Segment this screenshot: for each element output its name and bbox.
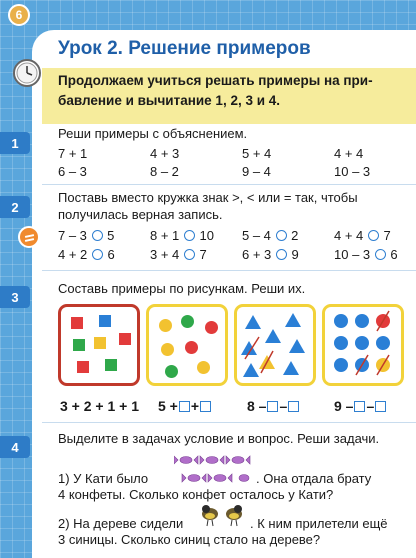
answer-box[interactable] bbox=[200, 401, 211, 412]
task3-expression-1: 3 + 2 + 1 + 1 bbox=[60, 398, 140, 414]
compare-circle[interactable] bbox=[184, 230, 195, 241]
separator bbox=[42, 270, 416, 271]
compare-circle[interactable] bbox=[92, 249, 103, 260]
task1-example: 10 – 3 bbox=[334, 164, 371, 179]
task1-example: 4 + 3 bbox=[150, 146, 180, 161]
problem2-start: 2) На дереве сидели bbox=[58, 516, 184, 531]
clock-icon bbox=[12, 58, 42, 88]
task2-comparison: 8 + 1 10 bbox=[150, 228, 214, 243]
task2-comparison: 4 + 2 6 bbox=[58, 247, 115, 262]
task2-instruction-line-1: Поставь вместо кружка знак >, < или = так, чтобы bbox=[58, 190, 358, 205]
compare-circle[interactable] bbox=[375, 249, 386, 260]
red-circle bbox=[205, 321, 218, 334]
green-circle bbox=[181, 315, 194, 328]
compare-circle[interactable] bbox=[276, 230, 287, 241]
yellow-circle bbox=[159, 319, 172, 332]
hint-icon bbox=[18, 226, 40, 248]
green-square bbox=[105, 359, 117, 371]
lesson-title: Урок 2. Решение примеров bbox=[58, 38, 311, 59]
task-number-2: 2 bbox=[0, 196, 30, 218]
task2-comparison: 5 – 4 2 bbox=[242, 228, 299, 243]
task1-example: 5 + 4 bbox=[242, 146, 272, 161]
answer-box[interactable] bbox=[179, 401, 190, 412]
intro-line-1: Продолжаем учиться решать примеры на при- bbox=[58, 73, 373, 88]
task-number-3: 3 bbox=[0, 286, 30, 308]
blue-square bbox=[99, 315, 111, 327]
intro-line-2: бавление и вычитание 1, 2, 3 и 4. bbox=[58, 93, 281, 108]
intro-box bbox=[42, 68, 416, 124]
yellow-square bbox=[94, 337, 106, 349]
task2-comparison: 3 + 4 7 bbox=[150, 247, 207, 262]
problem2-end: 3 синицы. Сколько синиц стало на дереве? bbox=[58, 532, 321, 547]
task2-comparison: 4 + 4 7 bbox=[334, 228, 391, 243]
red-square bbox=[71, 317, 83, 329]
compare-circle[interactable] bbox=[368, 230, 379, 241]
picture-circles bbox=[146, 304, 228, 386]
task1-example: 9 – 4 bbox=[242, 164, 271, 179]
problem1-end: 4 конфеты. Сколько конфет осталось у Кати? bbox=[58, 487, 334, 502]
compare-circle[interactable] bbox=[92, 230, 103, 241]
task2-comparison: 7 – 3 5 bbox=[58, 228, 115, 243]
task2-comparison: 10 – 3 6 bbox=[334, 247, 398, 262]
answer-box[interactable] bbox=[288, 401, 299, 412]
task1-example: 7 + 1 bbox=[58, 146, 88, 161]
task3-expression-3: 8 – – bbox=[247, 398, 300, 414]
separator bbox=[42, 184, 416, 185]
triangles-drawing bbox=[237, 307, 313, 383]
task2-comparison: 6 + 3 9 bbox=[242, 247, 299, 262]
bird-icon bbox=[198, 500, 246, 528]
task1-example: 4 + 4 bbox=[334, 146, 364, 161]
separator bbox=[42, 422, 416, 423]
problem1-middle: . Она отдала брату bbox=[256, 471, 372, 486]
task-number-1: 1 bbox=[0, 132, 30, 154]
crossed-circles-drawing bbox=[325, 307, 401, 383]
task3-instruction: Составь примеры по рисункам. Реши их. bbox=[58, 281, 306, 296]
candy-icon bbox=[174, 452, 254, 490]
task1-example: 8 – 2 bbox=[150, 164, 179, 179]
red-circle bbox=[185, 341, 198, 354]
task4-instruction: Выделите в задачах условие и вопрос. Реши задачи. bbox=[58, 431, 380, 446]
task2-instruction-line-2: получилась верная запись. bbox=[58, 207, 223, 222]
problem1-start: 1) У Кати было bbox=[58, 471, 149, 486]
red-square bbox=[77, 361, 89, 373]
page-number: 6 bbox=[8, 4, 30, 26]
task-number-4: 4 bbox=[0, 436, 30, 458]
green-square bbox=[73, 339, 85, 351]
answer-box[interactable] bbox=[375, 401, 386, 412]
green-circle bbox=[165, 365, 178, 378]
red-square bbox=[119, 333, 131, 345]
answer-box[interactable] bbox=[267, 401, 278, 412]
picture-crossed-circles bbox=[322, 304, 404, 386]
compare-circle[interactable] bbox=[184, 249, 195, 260]
task1-instruction: Реши примеры с объяснением. bbox=[58, 126, 248, 141]
task1-example: 6 – 3 bbox=[58, 164, 87, 179]
task3-expression-2: 5 + + bbox=[158, 398, 212, 414]
yellow-circle bbox=[197, 361, 210, 374]
picture-triangles bbox=[234, 304, 316, 386]
problem2-middle: . К ним прилетели ещё bbox=[250, 516, 388, 531]
yellow-circle bbox=[161, 343, 174, 356]
compare-circle[interactable] bbox=[276, 249, 287, 260]
task3-expression-4: 9 – – bbox=[334, 398, 387, 414]
answer-box[interactable] bbox=[354, 401, 365, 412]
picture-squares bbox=[58, 304, 140, 386]
